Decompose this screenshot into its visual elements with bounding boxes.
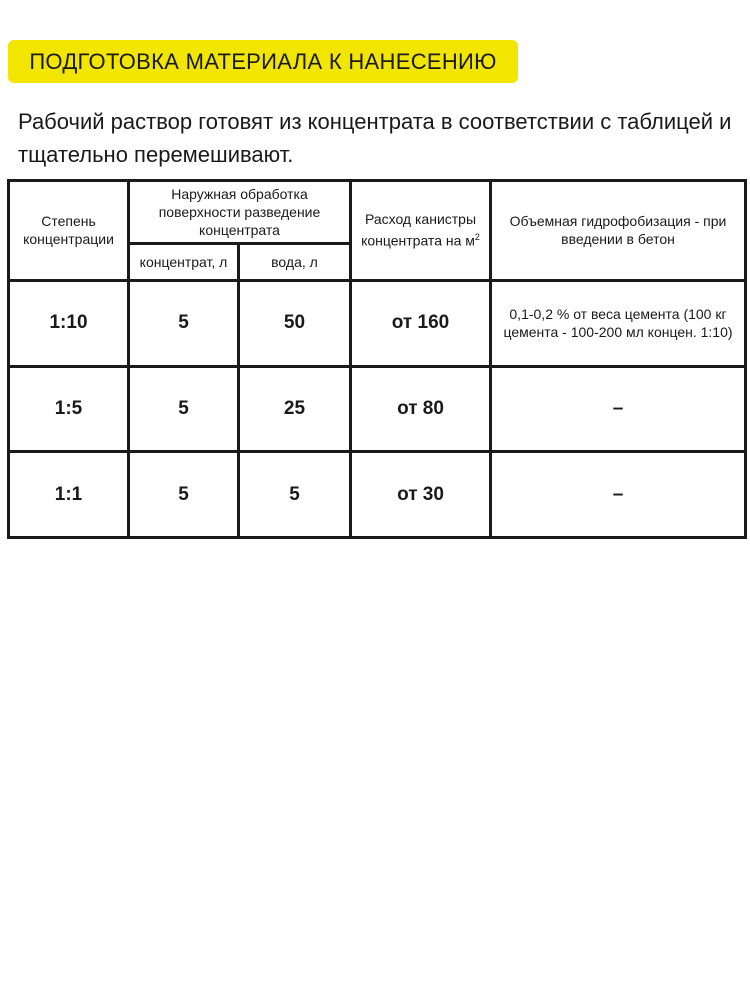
cell-ratio: 1:5 xyxy=(9,367,129,452)
superscript-2: 2 xyxy=(474,232,480,243)
cell-hydrophobization: – xyxy=(491,452,746,538)
cell-ratio: 1:1 xyxy=(9,452,129,538)
cell-concentrate: 5 xyxy=(129,280,239,366)
cell-consumption: от 80 xyxy=(351,367,491,452)
cell-hydrophobization: 0,1-0,2 % от веса цемента (100 кг цемента - 100-200 мл концен. 1:10) xyxy=(491,280,746,366)
header-consumption: Расход канистры концентрата на $м^2$ xyxy=(351,181,491,281)
cell-consumption: от 30 xyxy=(351,452,491,538)
header-water-liters: вода, л xyxy=(239,244,351,280)
section-title: ПОДГОТОВКА МАТЕРИАЛА К НАНЕСЕНИЮ xyxy=(29,48,497,74)
intro-text: Рабочий раствор готовят из концентрата в соответствии с таблицей и тщательно перемешивают. xyxy=(18,109,732,167)
cell-consumption: от 160 xyxy=(351,280,491,366)
header-concentration: Степень концентрации xyxy=(9,181,129,281)
table-row xyxy=(9,280,746,366)
cell-hydrophobization: – xyxy=(491,367,746,452)
cell-water: 5 xyxy=(239,452,351,538)
header-outer-treatment: Наружная обработка поверхности разведение концентрата xyxy=(129,181,351,244)
table-row xyxy=(9,452,746,538)
cell-ratio: 1:10 xyxy=(9,280,129,366)
cell-water: 50 xyxy=(239,280,351,366)
cell-concentrate: 5 xyxy=(129,452,239,538)
cell-concentrate: 5 xyxy=(129,367,239,452)
table-row xyxy=(9,367,746,452)
cell-water: 25 xyxy=(239,367,351,452)
header-concentrate-liters: концентрат, л xyxy=(129,244,239,280)
dilution-table xyxy=(7,179,747,539)
header-volume-hydrophobization: Объемная гидрофобизация - при введении в бетон xyxy=(491,181,746,281)
table-header-row xyxy=(9,181,746,244)
section-title-banner xyxy=(8,40,518,83)
